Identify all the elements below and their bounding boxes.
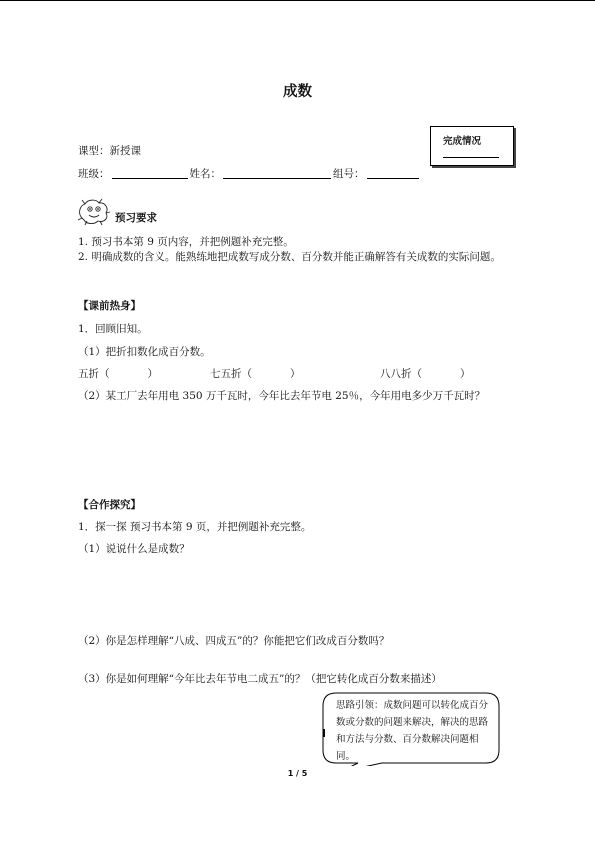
class-label: 班级： (78, 168, 110, 180)
top-rule (0, 0, 595, 1)
page-number: 1 / 5 (287, 769, 308, 778)
explore-heading: 【合作探究】 (78, 499, 141, 511)
hint-text: 思路引领：成数问题可以转化成百分数或分数的问题来解决，解决的思路和方法与分数、百分数解决问题相同。 (336, 700, 489, 762)
info-fields (78, 166, 421, 181)
course-type: 课型：新授课 (78, 145, 141, 157)
group-label: 组号： (333, 168, 365, 180)
explore-intro: 1．探一探 预习书本第 9 页，并把例题补充完整。 (78, 521, 312, 533)
group-field[interactable] (367, 167, 419, 179)
name-field[interactable] (223, 167, 331, 179)
preview-heading: 预习要求 (115, 212, 157, 224)
class-field[interactable] (112, 167, 188, 179)
warmup-heading: 【课前热身】 (78, 300, 141, 312)
preview-item-2: 2. 明确成数的含义。能熟练地把成数写成分数、百分数并能正确解答有关成数的实际问题。 (78, 251, 501, 263)
explore-q1: （1）说说什么是成数？ (78, 543, 190, 555)
completion-status-label: 完成情况 (443, 136, 482, 147)
name-label: 姓名： (189, 168, 221, 180)
warmup-intro: 1．回顾旧知。 (78, 323, 148, 335)
discount-item-3: 八八折（ ） (380, 368, 471, 380)
preview-mascot-icon (76, 196, 112, 226)
warmup-q1: （1）把折扣数化成百分数。 (78, 346, 211, 358)
discount-item-2: 七五折（ ） (210, 368, 301, 380)
completion-status-box (430, 126, 514, 166)
explore-q2: （2）你是怎样理解“八成、四成五”的？你能把它们改成百分数吗？ (78, 635, 390, 647)
preview-item-1: 1. 预习书本第 9 页内容，并把例题补充完整。 (78, 236, 294, 248)
explore-q3: （3）你是如何理解“今年比去年节电二成五”的？（把它转化成百分数来描述） (78, 673, 442, 685)
warmup-q2: （2）某工厂去年用电 350 万千瓦时，今年比去年节电 25％，今年用电多少万千瓦时？ (78, 390, 486, 402)
page-title: 成数 (283, 84, 312, 100)
bubble-tick (323, 729, 325, 737)
discount-item-1: 五折（ ） (78, 368, 158, 380)
completion-status-blank[interactable] (443, 157, 499, 158)
